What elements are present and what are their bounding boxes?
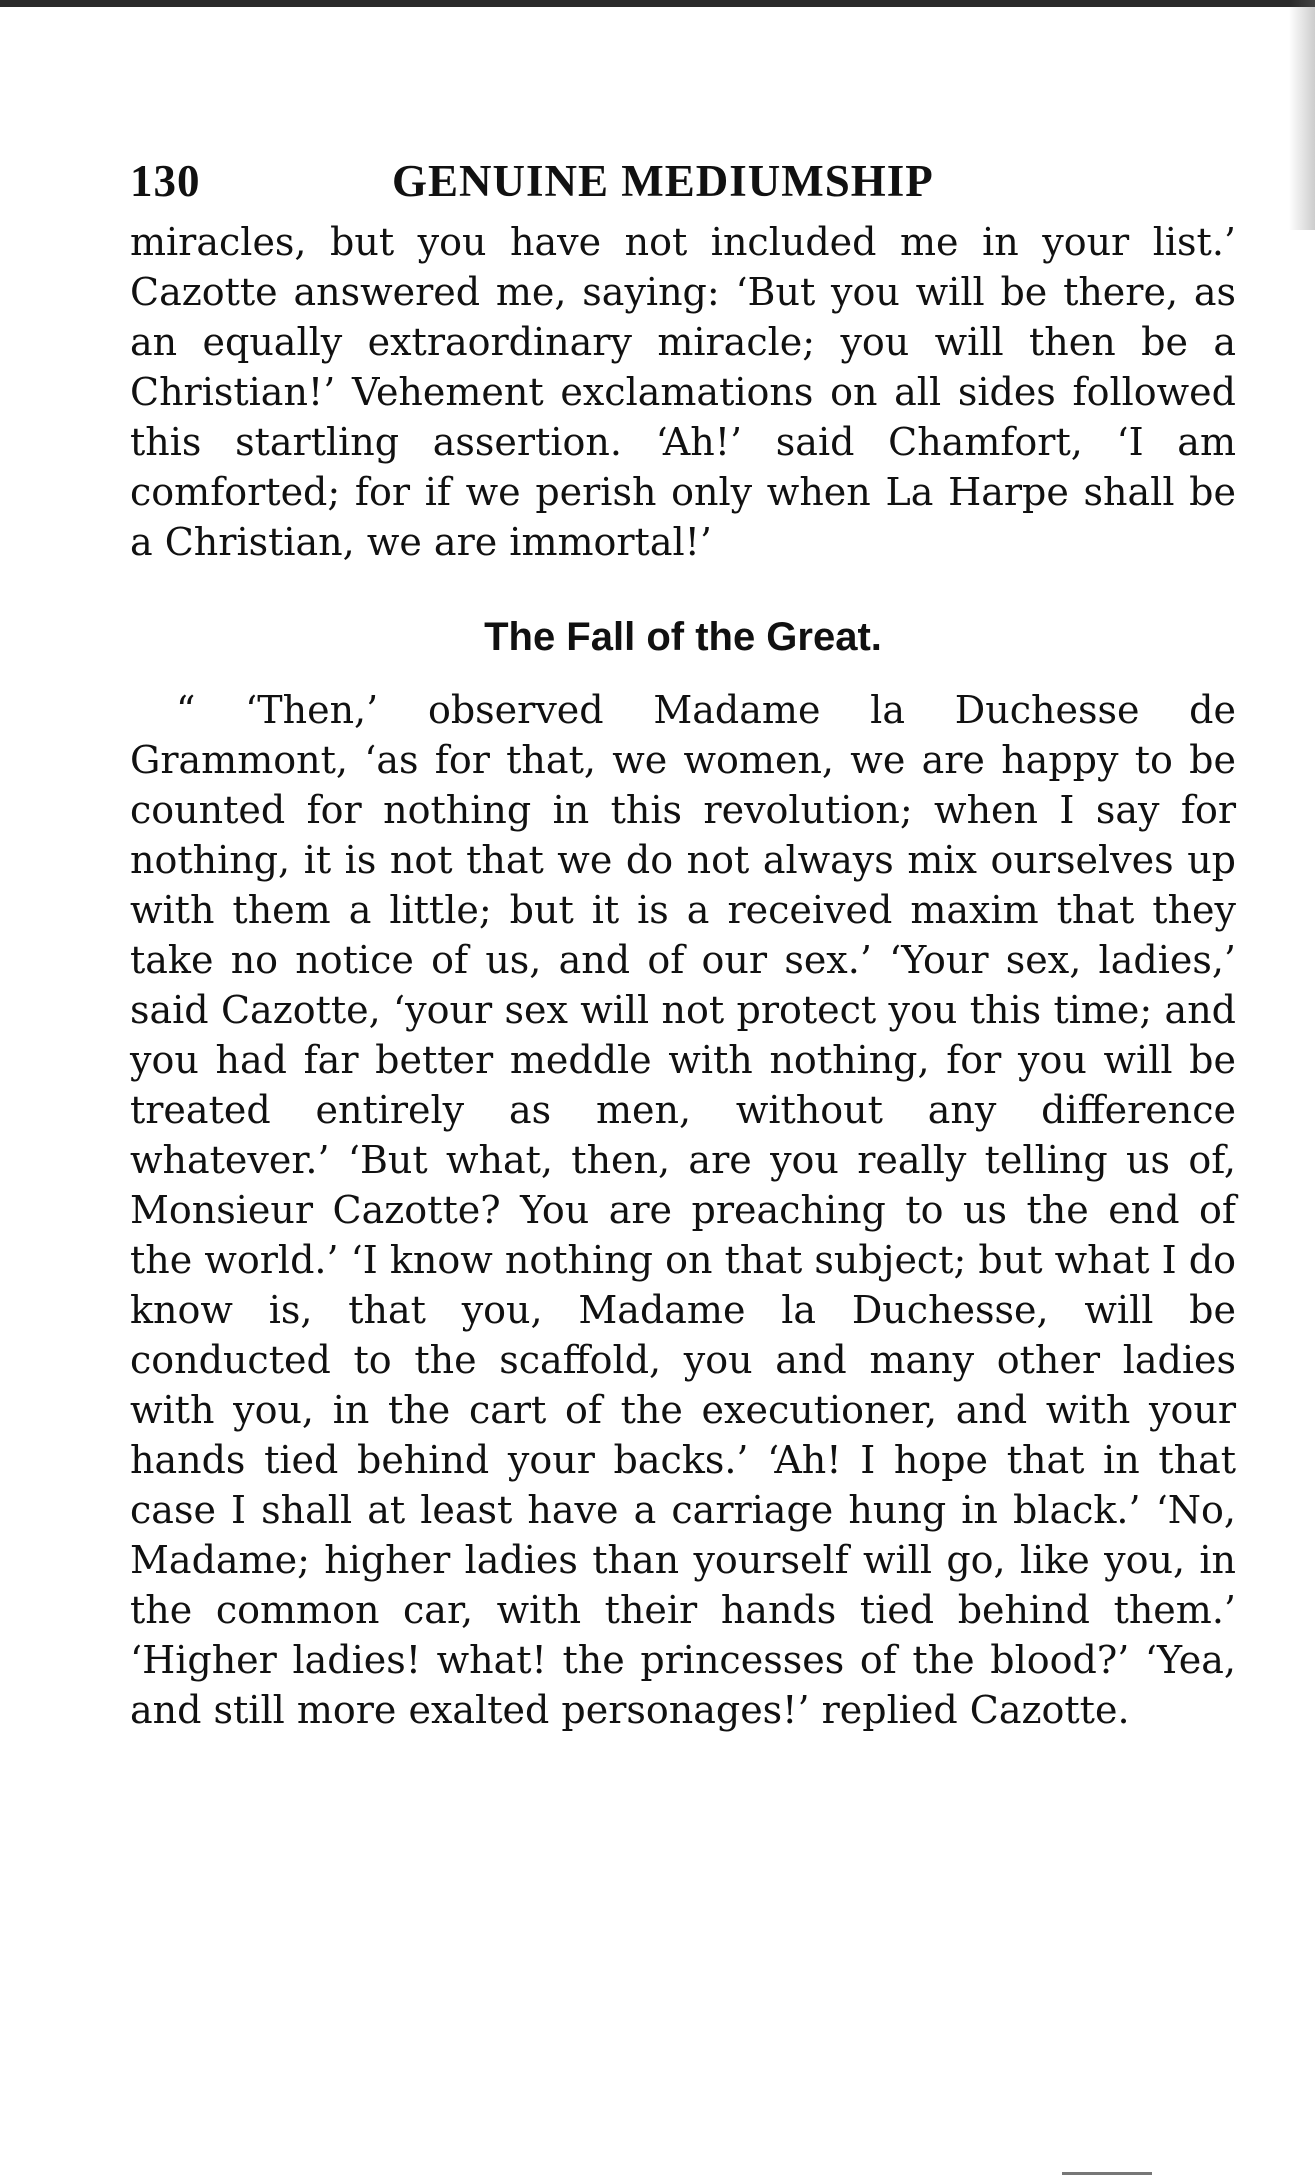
body-text — [130, 217, 1236, 1735]
page-bottom-mark — [1062, 2172, 1152, 2175]
page-top-edge — [0, 0, 1315, 7]
page-right-edge-shadow — [1289, 0, 1315, 230]
section-heading: The Fall of the Great. — [484, 615, 882, 659]
book-page — [130, 155, 1236, 1735]
page-number: 130 — [130, 156, 201, 206]
running-title: GENUINE MEDIUMSHIP — [392, 156, 934, 206]
running-head — [130, 155, 1236, 217]
paragraph-fall-of-the-great: “ ‘Then,’ observed Madame la Duchesse de Grammont, ‘as for that, we women, we are happy to be counted for nothing in this revolution; when I say for nothing, it is not that we do not always mix ourselves up with them a little; but it is a received maxim that they take no notice of us, and of our sex.’ ‘Your sex, ladies,’ said Cazotte, ‘your sex will not protect you this time; and you had far better meddle with nothing, for you will be treated entirely as men, without any difference whatever.’ ‘But what, then, are you really telling us of, Monsieur Cazotte? You are preaching to us the end of the world.’ ‘I know nothing on that subject; but what I do know is, that you, Madame la Duchesse, will be conducted to the scaffold, you and many other ladies with you, in the cart of the executioner, and with your hands tied behind your backs.’ ‘Ah! I hope that in that case I shall at least have a carriage hung in black.’ ‘No, Madame; higher ladies than yourself will go, like you, in the common car, with their hands tied behind them.’ ‘Higher ladies! what! the princesses of the blood?’ ‘Yea, and still more exalted personages!’ replied Cazotte. — [130, 688, 1236, 1732]
paragraph-continued: miracles, but you have not included me in your list.’ Cazotte answered me, saying: ‘But you will be there, as an equally extraordinary miracle; you will then be a Christian!’ Vehement exclamations on all sides followed this startling assertion. ‘Ah!’ said Chamfort, ‘I am comforted; for if we perish only when La Harpe shall be a Christian, we are immortal!’ — [130, 220, 1236, 564]
